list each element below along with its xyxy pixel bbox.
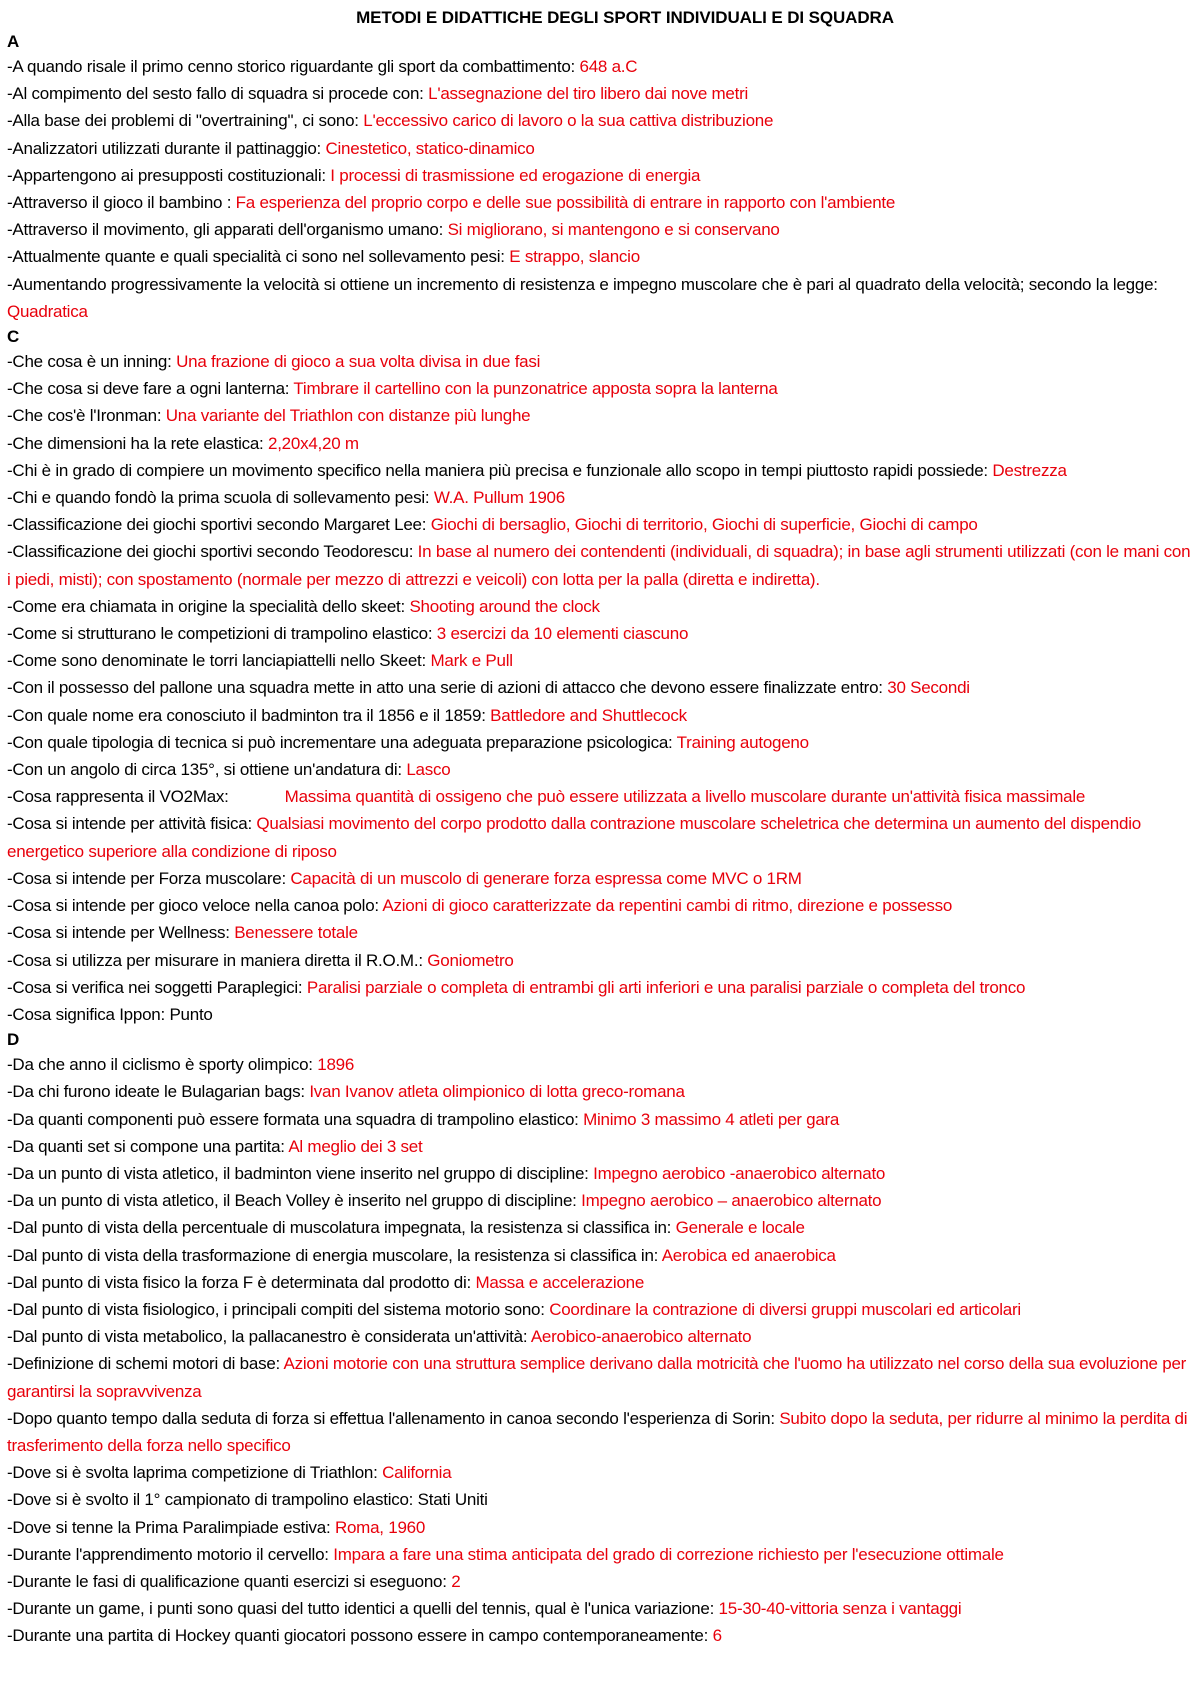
question-text: -Attraverso il movimento, gli apparati dell'organismo umano:	[7, 220, 448, 240]
qa-item	[7, 511, 1193, 538]
question-text: -Cosa si verifica nei soggetti Paraplegici:	[7, 977, 307, 997]
question-text: -Che cosa è un inning:	[7, 352, 177, 372]
answer-text: Quadratica	[7, 301, 88, 321]
question-text: -Alla base dei problemi di "overtraining", ci sono:	[7, 111, 364, 131]
answer-text: Cinestetico, statico-dinamico	[325, 138, 535, 158]
qa-item	[7, 1595, 1193, 1622]
qa-item	[7, 271, 1193, 325]
qa-item	[7, 1187, 1193, 1214]
answer-text: Fa esperienza del proprio corpo e delle sue possibilità di entrare in rapporto con l'ambiente	[235, 193, 896, 213]
answer-text: Shooting around the clock	[409, 596, 600, 616]
answer-text: Generale e locale	[675, 1218, 805, 1238]
question-text: -Come sono denominate le torri lanciapiattelli nello Skeet:	[7, 651, 431, 671]
qa-item	[7, 674, 1193, 701]
answer-text: Minimo 3 massimo 4 atleti per gara	[583, 1109, 840, 1129]
document-title: METODI E DIDATTICHE DEGLI SPORT INDIVIDUALI E DI SQUADRA	[356, 8, 894, 27]
qa-item	[7, 1568, 1193, 1595]
question-text: -Cosa si intende per attività fisica:	[7, 814, 257, 834]
answer-text: Destrezza	[992, 460, 1067, 480]
answer-text: 30 Secondi	[887, 678, 970, 698]
answer-text: 3 esercizi da 10 elementi ciascuno	[436, 624, 689, 644]
qa-item	[7, 810, 1193, 864]
qa-item	[7, 1106, 1193, 1133]
question-text: -Dal punto di vista della percentuale di muscolatura impegnata, la resistenza si classifica in:	[7, 1218, 676, 1238]
qa-item	[7, 538, 1193, 592]
qa-item	[7, 189, 1193, 216]
answer-text: In base al numero dei contendenti (individuali, di squadra); in base agli strumenti utilizzati (con le mani con i piedi, misti); con spostamento (normale per mezzo di attrezzi e veicoli) con lotta per la palla (diretta e indiretta).	[7, 542, 1191, 589]
answer-text: Lasco	[406, 760, 451, 780]
answer-text: Impegno aerobico -anaerobico alternato	[593, 1163, 886, 1183]
question-text: -Definizione di schemi motori di base:	[7, 1354, 284, 1374]
qa-item	[7, 430, 1193, 457]
question-text: -Durante l'apprendimento motorio il cervello:	[7, 1544, 334, 1564]
answer-text: Azioni motorie con una struttura semplice derivano dalla motricità che l'uomo ha utilizzato nel corso della sua evoluzione per garantirsi la sopravvivenza	[7, 1354, 1187, 1401]
question-text: -Cosa si intende per gioco veloce nella canoa polo:	[7, 896, 383, 916]
question-text: -Dove si è svolta laprima competizione di Triathlon:	[7, 1463, 383, 1483]
qa-item	[7, 1001, 1193, 1028]
question-text: -Appartengono ai presupposti costituzionali:	[7, 165, 331, 185]
document-page	[7, 6, 1193, 1650]
qa-item	[7, 1459, 1193, 1486]
question-text: -Analizzatori utilizzati durante il pattinaggio:	[7, 138, 326, 158]
qa-item	[7, 756, 1193, 783]
question-text: -Che dimensioni ha la rete elastica:	[7, 433, 268, 453]
qa-item	[7, 947, 1193, 974]
qa-item	[7, 974, 1193, 1001]
answer-text: Mark e Pull	[430, 651, 513, 671]
question-text: -Al compimento del sesto fallo di squadra si procede con:	[7, 84, 429, 104]
question-text: -Attraverso il gioco il bambino :	[7, 193, 236, 213]
answer-text: Si migliorano, si mantengono e si conservano	[447, 220, 780, 240]
question-text: -Con il possesso del pallone una squadra mette in atto una serie di azioni di attacco che devono essere finalizzate entro:	[7, 678, 888, 698]
answer-text: Una variante del Triathlon con distanze più lunghe	[165, 406, 531, 426]
qa-item	[7, 647, 1193, 674]
qa-item	[7, 1486, 1193, 1513]
qa-item	[7, 1622, 1193, 1649]
qa-item	[7, 1214, 1193, 1241]
answer-text: Benessere totale	[234, 923, 358, 943]
answer-text: California	[382, 1463, 452, 1483]
answer-text: Qualsiasi movimento del corpo prodotto dalla contrazione muscolare scheletrica che determina un aumento del dispendio energetico superiore alla condizione di riposo	[7, 814, 1141, 861]
answer-text: Capacità di un muscolo di generare forza espressa come MVC o 1RM	[290, 868, 802, 888]
question-text: -Cosa si intende per Wellness:	[7, 923, 235, 943]
question-text: -Come si strutturano le competizioni di trampolino elastico:	[7, 624, 437, 644]
qa-item	[7, 620, 1193, 647]
question-text: -Da che anno il ciclismo è sporty olimpico:	[7, 1055, 318, 1075]
answer-text: Battledore and Shuttlecock	[490, 705, 687, 725]
answer-text: I processi di trasmissione ed erogazione di energia	[330, 165, 701, 185]
section-letter-a: A	[7, 32, 20, 51]
qa-item	[7, 1133, 1193, 1160]
qa-item	[7, 243, 1193, 270]
question-text: -Che cos'è l'Ironman:	[7, 406, 166, 426]
document-content	[7, 31, 1193, 1650]
question-text: -Da un punto di vista atletico, il badminton viene inserito nel gruppo di discipline:	[7, 1163, 594, 1183]
question-text: -A quando risale il primo cenno storico riguardante gli sport da combattimento:	[7, 57, 580, 76]
question-text: -Durante un game, i punti sono quasi del tutto identici a quelli del tennis, qual è l'unica variazione:	[7, 1599, 719, 1619]
qa-item	[7, 1323, 1193, 1350]
answer-text: Aerobico-anaerobico alternato	[530, 1327, 752, 1347]
answer-text: 1896	[317, 1055, 355, 1075]
qa-item	[7, 80, 1193, 107]
answer-text: Massima quantità di ossigeno che può essere utilizzata a livello muscolare durante un'attività fisica massimale	[284, 787, 1086, 807]
question-text: -Cosa si intende per Forza muscolare:	[7, 868, 291, 888]
qa-item	[7, 702, 1193, 729]
qa-item	[7, 107, 1193, 134]
question-text: -Classificazione dei giochi sportivi secondo Teodorescu:	[7, 542, 418, 562]
answer-text: Giochi di bersaglio, Giochi di territorio, Giochi di superficie, Giochi di campo	[430, 515, 978, 535]
qa-item	[7, 865, 1193, 892]
qa-item	[7, 216, 1193, 243]
question-text: -Da chi furono ideate le Bulagarian bags:	[7, 1082, 310, 1102]
question-text: -Chi è in grado di compiere un movimento specifico nella maniera più precisa e funzionale allo scopo in tempi piuttosto rapidi possiede:	[7, 460, 993, 480]
qa-item	[7, 892, 1193, 919]
qa-item	[7, 1160, 1193, 1187]
qa-item	[7, 484, 1193, 511]
question-text: -Dove si tenne la Prima Paralimpiade estiva:	[7, 1517, 335, 1537]
qa-item	[7, 457, 1193, 484]
qa-item	[7, 1296, 1193, 1323]
answer-text: Paralisi parziale o completa di entrambi gli arti inferiori e una paralisi parziale o completa del tronco	[306, 977, 1026, 997]
answer-text: Aerobica ed anaerobica	[661, 1245, 836, 1265]
answer-text: Coordinare la contrazione di diversi gruppi muscolari ed articolari	[549, 1299, 1021, 1319]
answer-text: L'eccessivo carico di lavoro o la sua cattiva distribuzione	[363, 111, 774, 131]
answer-text: Roma, 1960	[334, 1517, 426, 1537]
qa-item	[7, 1405, 1193, 1459]
qa-item	[7, 162, 1193, 189]
answer-text: 6	[712, 1626, 722, 1646]
answer-text: Impara a fare una stima anticipata del grado di correzione richiesto per l'esecuzione ottimale	[333, 1544, 1004, 1564]
question-text: -Da quanti set si compone una partita:	[7, 1136, 289, 1156]
question-text: -Aumentando progressivamente la velocità si ottiene un incremento di resistenza e impegno muscolare che è pari al quadrato della velocità; secondo la legge:	[7, 274, 1158, 294]
answer-text: Timbrare il cartellino con la punzonatrice apposta sopra la lanterna	[293, 379, 778, 399]
answer-text: Subito dopo la seduta, per ridurre al minimo la perdita di trasferimento della forza nello specifico	[7, 1408, 1188, 1455]
answer-text: 648 a.C	[579, 57, 638, 76]
answer-text: Azioni di gioco caratterizzate da repentini cambi di ritmo, direzione e possesso	[382, 896, 953, 916]
question-text: -Attualmente quante e quali specialità ci sono nel sollevamento pesi:	[7, 247, 510, 267]
answer-text: W.A. Pullum 1906	[433, 488, 565, 508]
qa-item	[7, 1051, 1193, 1078]
qa-item	[7, 729, 1193, 756]
qa-item	[7, 593, 1193, 620]
answer-text: E strappo, slancio	[509, 247, 640, 267]
qa-item	[7, 1269, 1193, 1296]
qa-item	[7, 1514, 1193, 1541]
qa-item	[7, 53, 1193, 80]
question-text: -Con un angolo di circa 135°, si ottiene un'andatura di:	[7, 760, 407, 780]
question-text: -Come era chiamata in origine la specialità dello skeet:	[7, 596, 410, 616]
question-text: -Dal punto di vista della trasformazione di energia muscolare, la resistenza si classifica in:	[7, 1245, 662, 1265]
answer-text: 2	[451, 1571, 461, 1591]
answer-text: 2,20x4,20 m	[268, 433, 359, 453]
question-text: -Cosa significa Ippon: Punto	[7, 1004, 213, 1024]
answer-text: Al meglio dei 3 set	[288, 1136, 423, 1156]
question-text: -Durante una partita di Hockey quanti giocatori possono essere in campo contemporaneamente:	[7, 1626, 713, 1646]
question-text: -Dal punto di vista fisico la forza F è determinata dal prodotto di:	[7, 1272, 476, 1292]
answer-text: Una frazione di gioco a sua volta divisa in due fasi	[176, 352, 541, 372]
qa-item	[7, 375, 1193, 402]
question-text: -Cosa si utilizza per misurare in maniera diretta il R.O.M.:	[7, 950, 428, 970]
qa-item	[7, 1242, 1193, 1269]
answer-text: Goniometro	[427, 950, 514, 970]
question-text: -Dove si è svolto il 1° campionato di trampolino elastico: Stati Uniti	[7, 1490, 488, 1510]
answer-text: L'assegnazione del tiro libero dai nove metri	[428, 84, 749, 104]
qa-item	[7, 135, 1193, 162]
qa-item	[7, 1541, 1193, 1568]
question-text: -Con quale nome era conosciuto il badminton tra il 1856 e il 1859:	[7, 705, 491, 725]
question-text: -Da un punto di vista atletico, il Beach Volley è inserito nel gruppo di discipline:	[7, 1191, 582, 1211]
answer-text: 15-30-40-vittoria senza i vantaggi	[718, 1599, 962, 1619]
question-text: -Dal punto di vista metabolico, la pallacanestro è considerata un'attività:	[7, 1327, 531, 1347]
question-text: -Con quale tipologia di tecnica si può incrementare una adeguata preparazione psicologica:	[7, 732, 677, 752]
qa-item	[7, 919, 1193, 946]
section-letter-d: D	[7, 1030, 20, 1050]
question-text: -Che cosa si deve fare a ogni lanterna:	[7, 379, 294, 399]
question-text: -Durante le fasi di qualificazione quanti esercizi si eseguono:	[7, 1571, 452, 1591]
qa-item	[7, 783, 1193, 810]
qa-item	[7, 348, 1193, 375]
question-text: -Da quanti componenti può essere formata una squadra di trampolino elastico:	[7, 1109, 584, 1129]
question-text: -Dal punto di vista fisiologico, i principali compiti del sistema motorio sono:	[7, 1299, 550, 1319]
answer-text: Ivan Ivanov atleta olimpionico di lotta greco-romana	[309, 1082, 685, 1102]
qa-item	[7, 1350, 1193, 1404]
question-text: -Classificazione dei giochi sportivi secondo Margaret Lee:	[7, 515, 431, 535]
qa-item	[7, 402, 1193, 429]
answer-text: Impegno aerobico – anaerobico alternato	[581, 1191, 882, 1211]
question-text: -Chi e quando fondò la prima scuola di sollevamento pesi:	[7, 488, 434, 508]
question-text: -Dopo quanto tempo dalla seduta di forza si effettua l'allenamento in canoa secondo l'esperienza di Sorin:	[7, 1408, 780, 1428]
answer-text: Massa e accelerazione	[475, 1272, 645, 1292]
qa-item	[7, 1078, 1193, 1105]
question-text: -Cosa rappresenta il VO2Max:	[7, 787, 229, 807]
answer-text: Training autogeno	[676, 732, 809, 752]
section-letter-c: C	[7, 327, 20, 347]
